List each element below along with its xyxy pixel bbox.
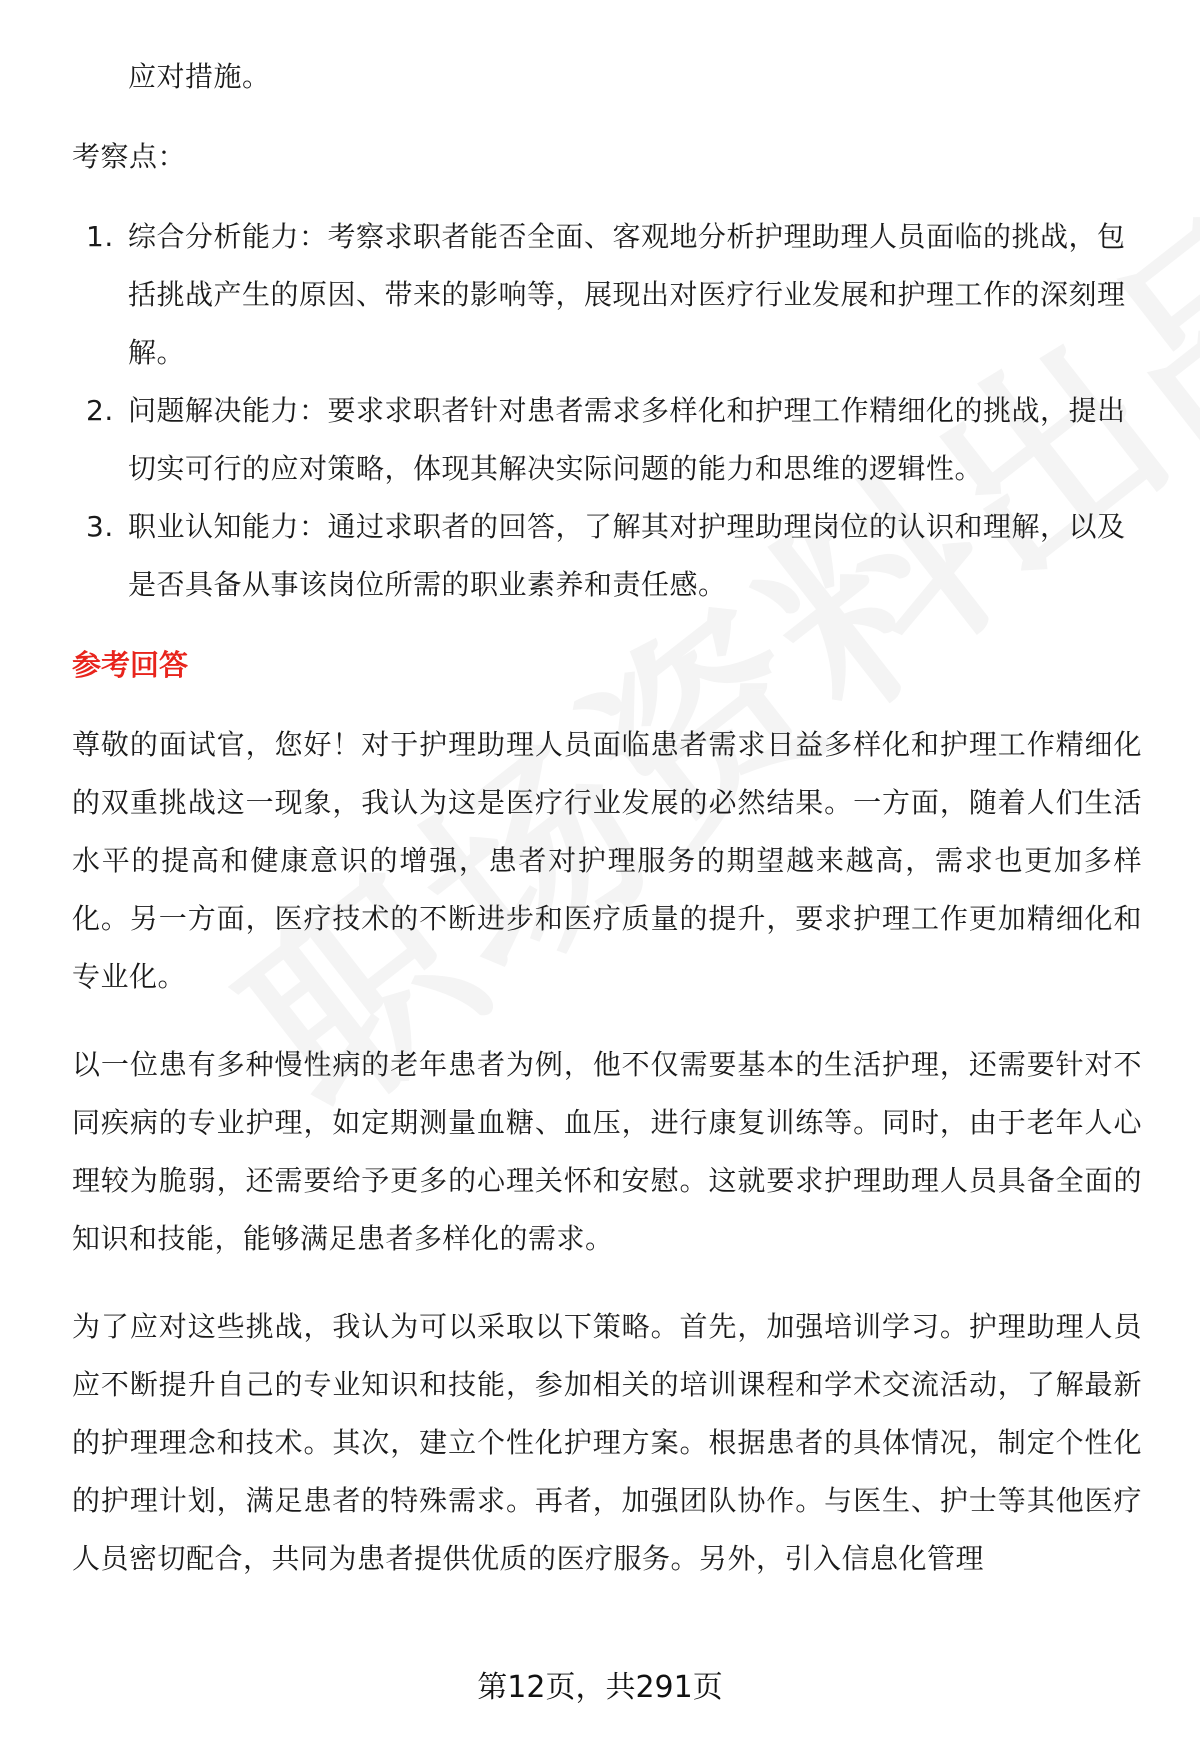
- page-content: [72, 48, 1142, 1588]
- section-heading: 参考回答: [72, 648, 189, 682]
- list-item-text: 职业认知能力：通过求职者的回答，了解其对护理助理岗位的认识和理解，以及是否具备从事该岗位所需的职业素养和责任感。: [128, 510, 1126, 601]
- list-item-text: 综合分析能力：考察求职者能否全面、客观地分析护理助理人员面临的挑战，包括挑战产生的原因、带来的影响等，展现出对医疗行业发展和护理工作的深刻理解。: [128, 220, 1126, 369]
- answer-paragraph: 尊敬的面试官，您好！对于护理助理人员面临患者需求日益多样化和护理工作精细化的双重挑战这一现象，我认为这是医疗行业发展的必然结果。一方面，随着人们生活水平的提高和健康意识的增强，患者对护理服务的期望越来越高，需求也更加多样化。另一方面，医疗技术的不断进步和医疗质量的提升，要求护理工作更加精细化和专业化。: [72, 728, 1142, 993]
- list-number: 3.: [86, 510, 114, 543]
- list-item: [72, 498, 1142, 614]
- answer-paragraph: 为了应对这些挑战，我认为可以采取以下策略。首先，加强培训学习。护理助理人员应不断提升自己的专业知识和技能，参加相关的培训课程和学术交流活动，了解最新的护理理念和技术。其次，建立个性化护理方案。根据患者的具体情况，制定个性化的护理计划，满足患者的特殊需求。再者，加强团队协作。与医生、护士等其他医疗人员密切配合，共同为患者提供优质的医疗服务。另外，引入信息化管理: [72, 1310, 1142, 1575]
- evaluation-points-list: [72, 208, 1142, 614]
- list-item: [72, 382, 1142, 498]
- list-item-text: 问题解决能力：要求求职者针对患者需求多样化和护理工作精细化的挑战，提出切实可行的应对策略，体现其解决实际问题的能力和思维的逻辑性。: [128, 394, 1126, 485]
- points-heading: 考察点：: [72, 140, 187, 173]
- list-number: 1.: [86, 220, 114, 253]
- list-number: 2.: [86, 394, 114, 427]
- continuation-text: 应对措施。: [128, 60, 271, 93]
- page-number: 第12页，共291页: [477, 1670, 723, 1705]
- list-item: [72, 208, 1142, 382]
- answer-paragraph: 以一位患有多种慢性病的老年患者为例，他不仅需要基本的生活护理，还需要针对不同疾病的专业护理，如定期测量血糖、血压，进行康复训练等。同时，由于老年人心理较为脆弱，还需要给予更多的心理关怀和安慰。这就要求护理助理人员具备全面的知识和技能，能够满足患者多样化的需求。: [72, 1048, 1142, 1255]
